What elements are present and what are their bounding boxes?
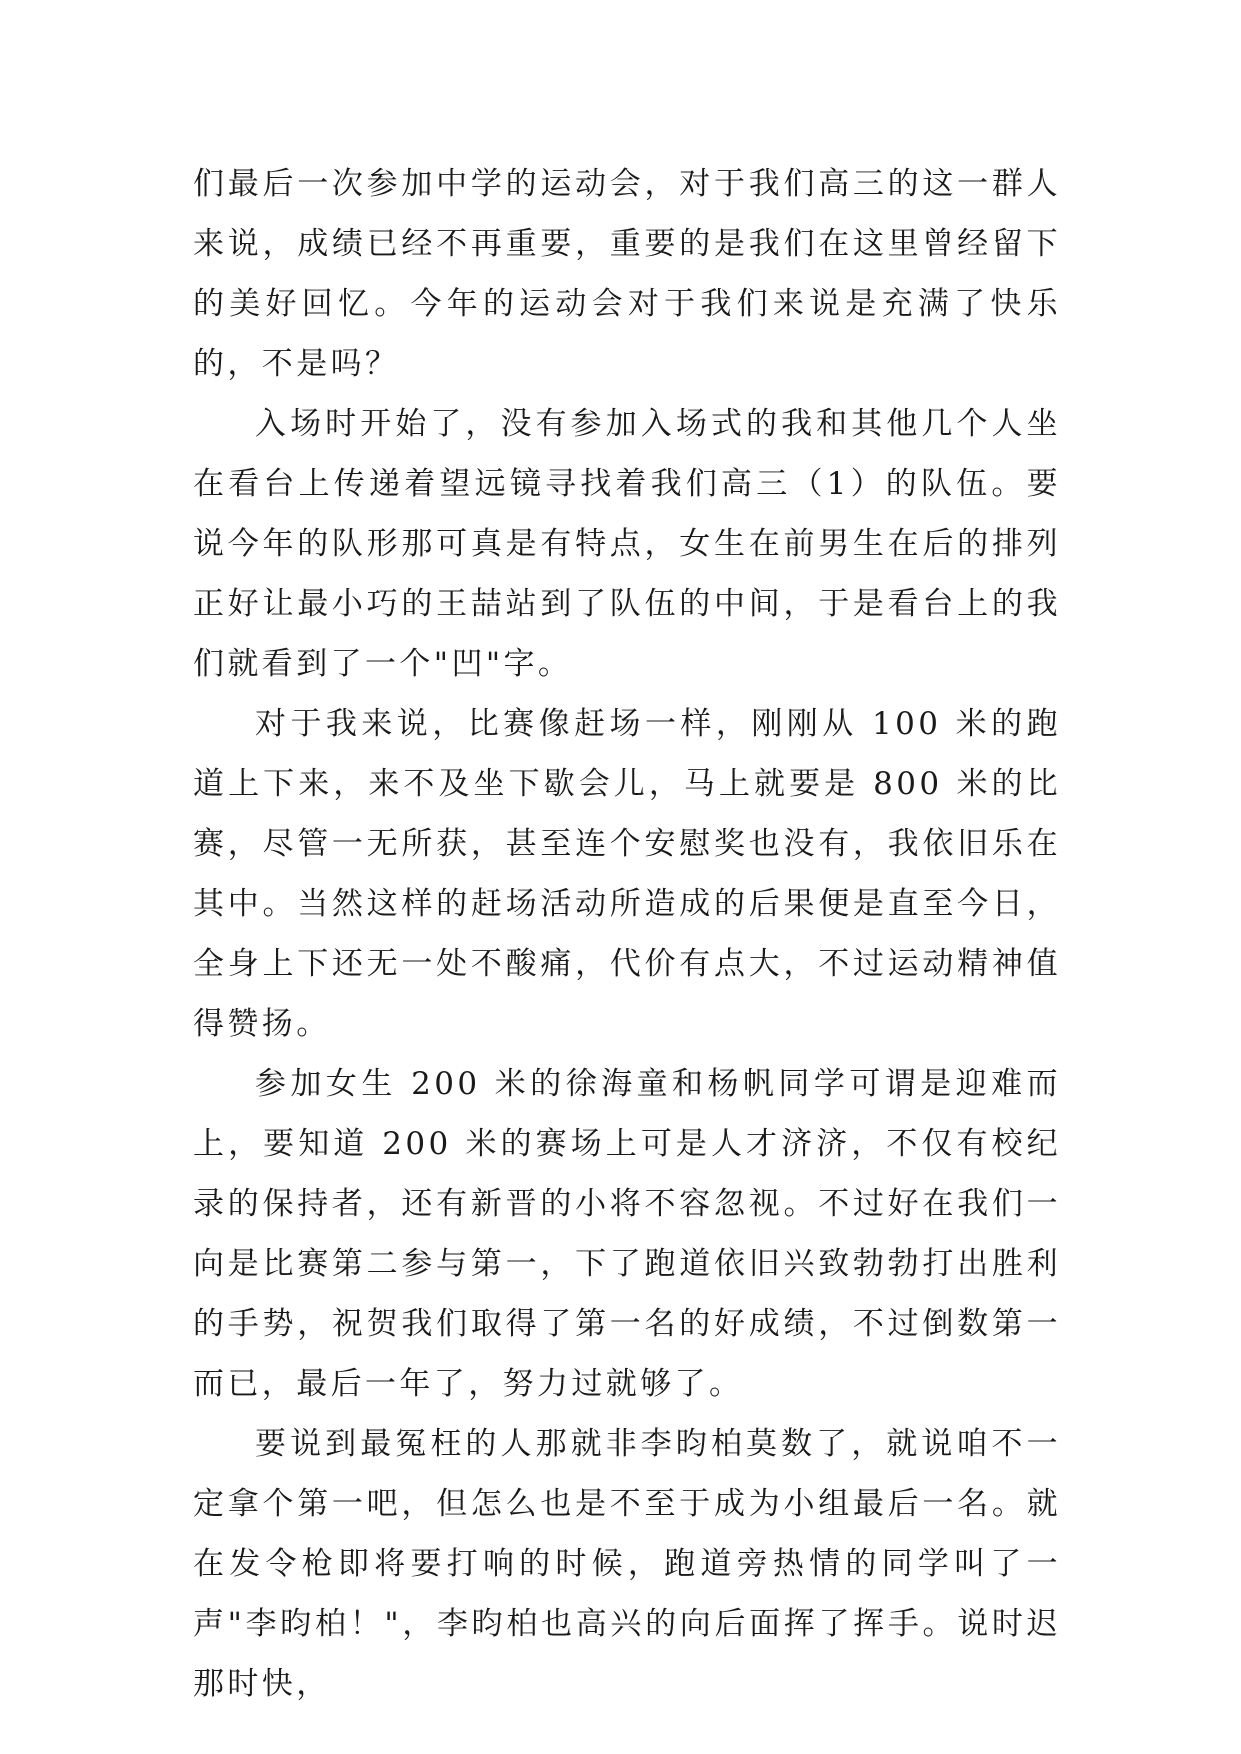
paragraph-5: 要说到最冤枉的人那就非李昀柏莫数了，就说咱不一定拿个第一吧，但怎么也是不至于成为小组最后一名。就在发令枪即将要打响的时候，跑道旁热情的同学叫了一声"李昀柏！"，李昀柏也高兴的向后面挥了挥手。说时迟那时快，: [193, 1426, 1061, 1702]
paragraph-2: 入场时开始了，没有参加入场式的我和其他几个人坐在看台上传递着望远镜寻找着我们高三（1）的队伍。要说今年的队形那可真是有特点，女生在前男生在后的排列正好让最小巧的王喆站到了队伍的中间，于是看台上的我们就看到了一个"凹"字。: [193, 406, 1061, 682]
article-body: [193, 154, 1061, 1714]
paragraph-1: 们最后一次参加中学的运动会，对于我们高三的这一群人来说，成绩已经不再重要，重要的是我们在这里曾经留下的美好回忆。今年的运动会对于我们来说是充满了快乐的，不是吗？: [193, 166, 1061, 382]
paragraph-4: 参加女生 200 米的徐海童和杨帆同学可谓是迎难而上，要知道 200 米的赛场上可是人才济济，不仅有校纪录的保持者，还有新晋的小将不容忽视。不过好在我们一向是比赛第二参与第一，下了跑道依旧兴致勃勃打出胜利的手势，祝贺我们取得了第一名的好成绩，不过倒数第一而已，最后一年了，努力过就够了。: [193, 1066, 1061, 1402]
paragraph-3: 对于我来说，比赛像赶场一样，刚刚从 100 米的跑道上下来，来不及坐下歇会儿，马上就要是 800 米的比赛，尽管一无所获，甚至连个安慰奖也没有，我依旧乐在其中。当然这样的赶场活动所造成的后果便是直至今日，全身上下还无一处不酸痛，代价有点大，不过运动精神值得赞扬。: [193, 706, 1061, 1042]
